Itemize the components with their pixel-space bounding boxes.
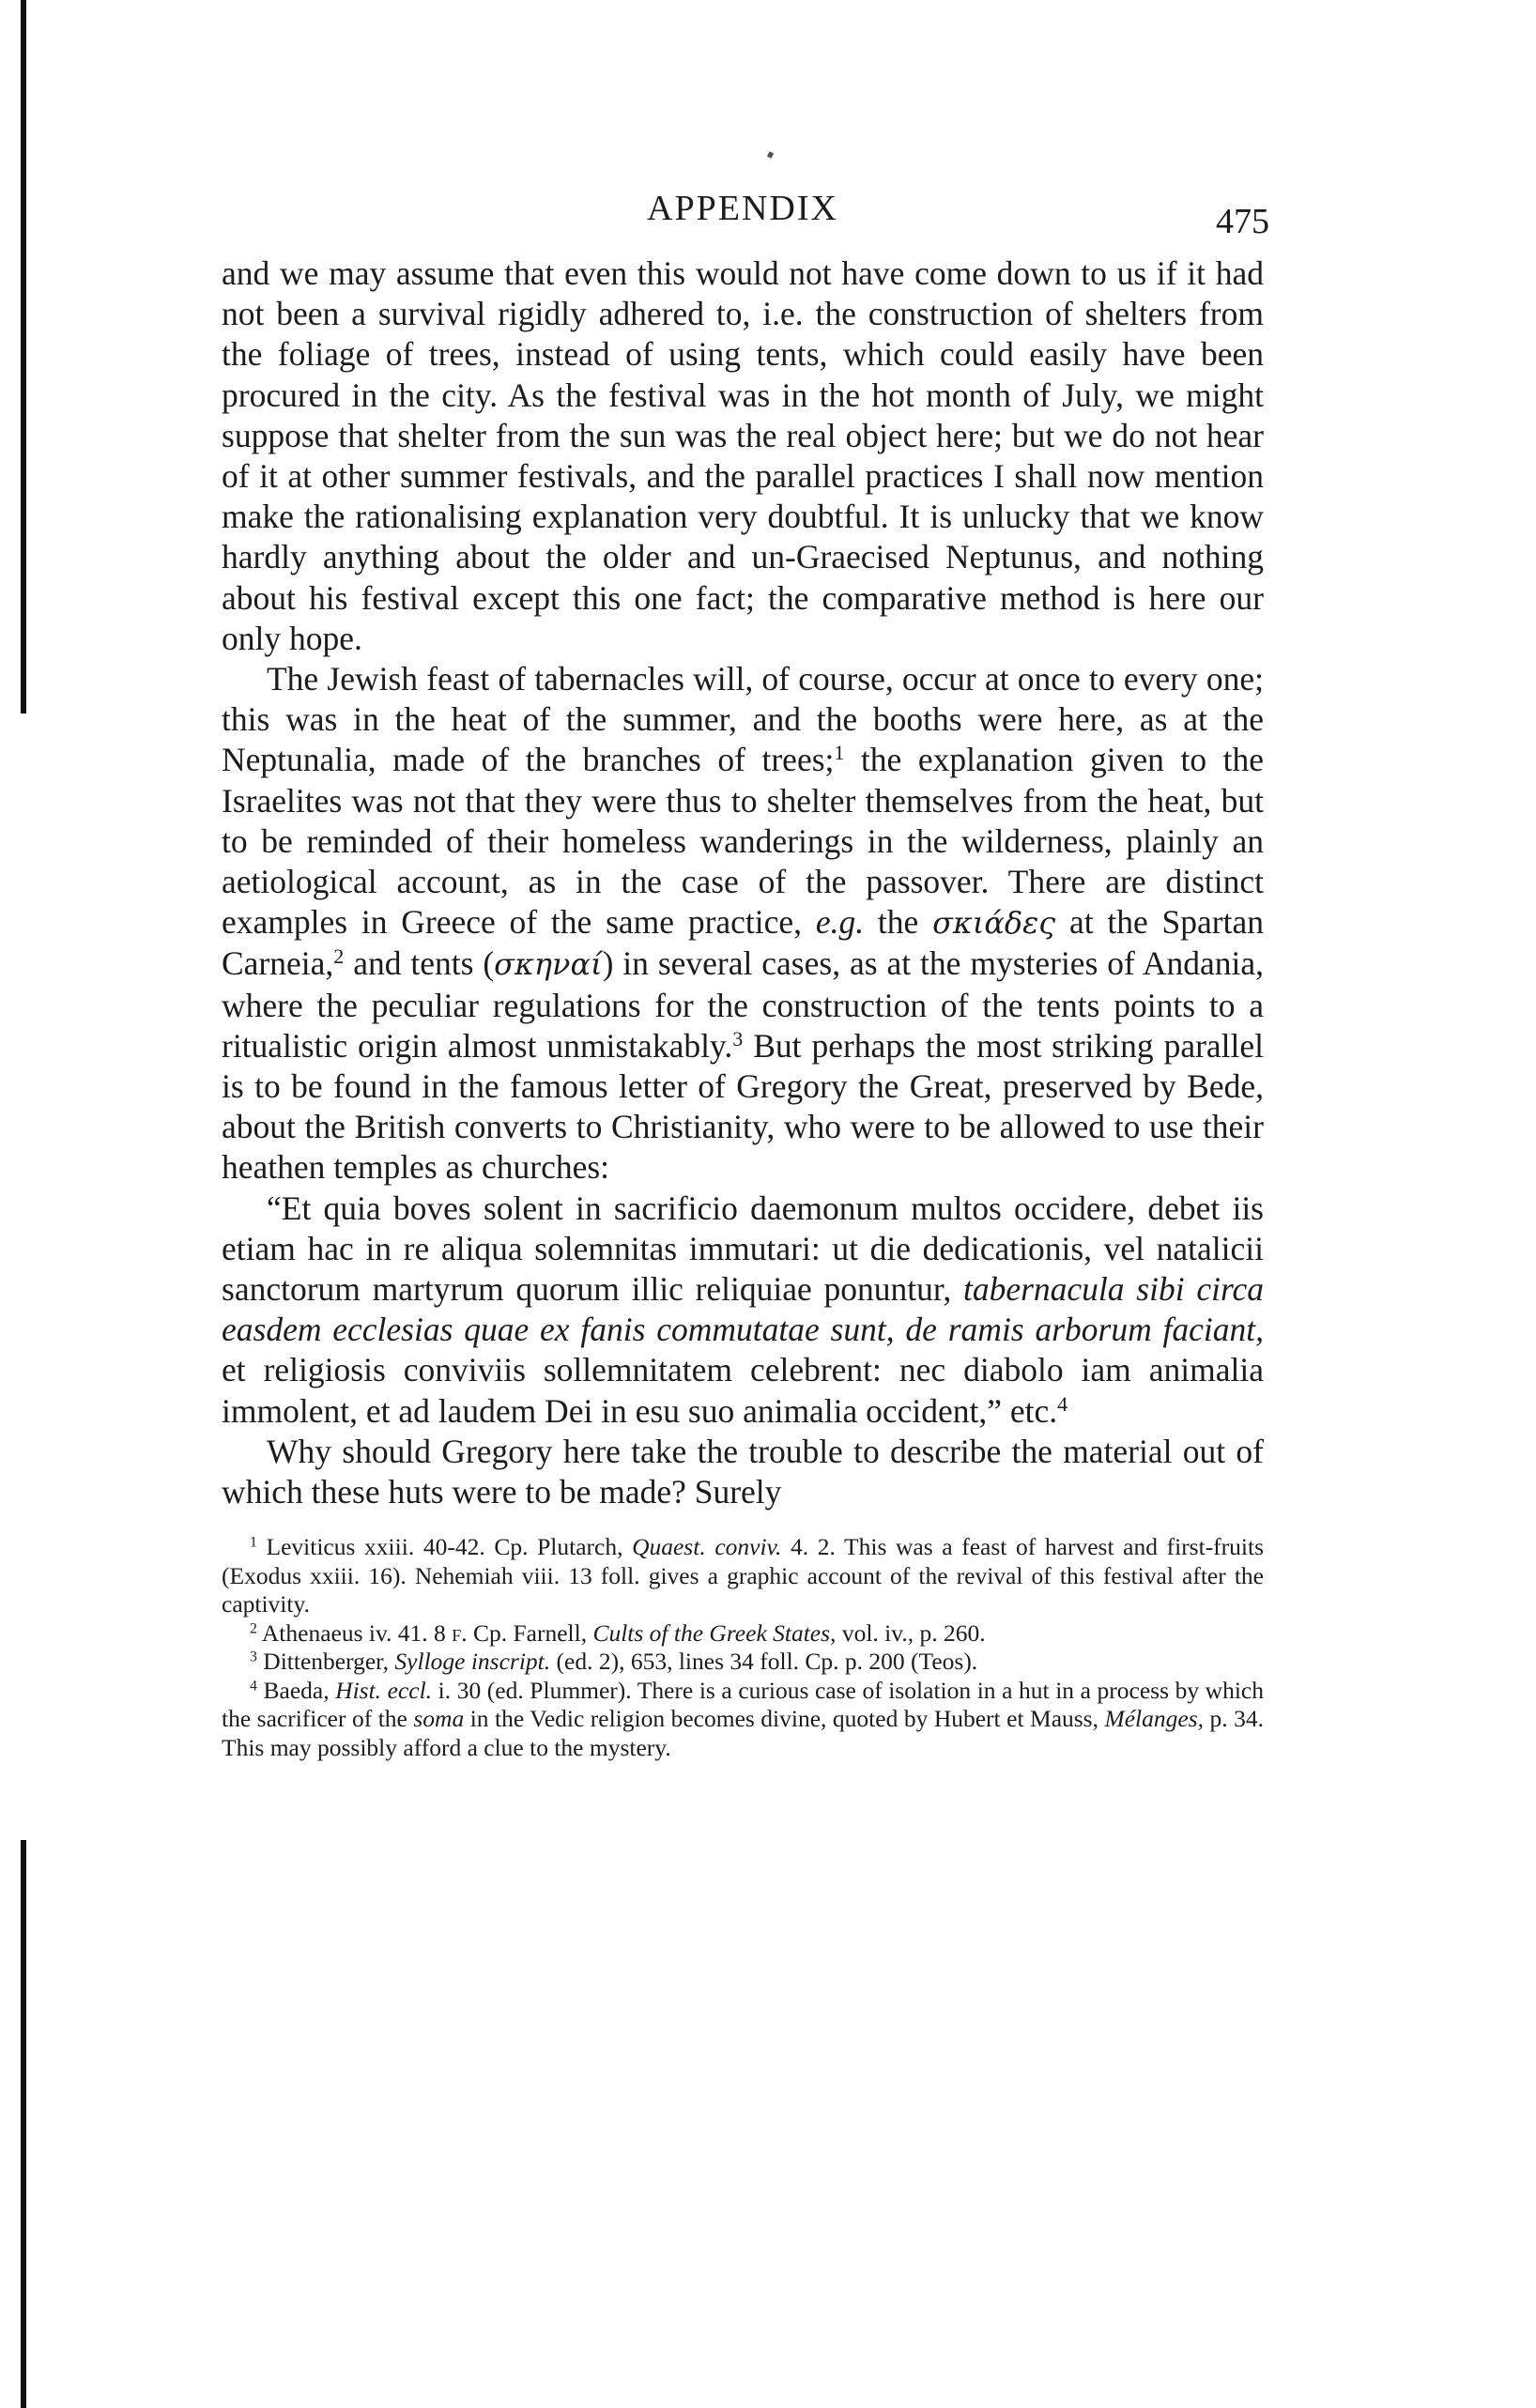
footnote-3 <box>222 1648 1264 1677</box>
italic-run: soma <box>413 1705 465 1733</box>
footnote-ref-4: 4 <box>1057 1391 1068 1416</box>
main-text <box>222 253 1264 1512</box>
text-run: et religiosis conviviis sollemnitatem celebrent: nec diabolo iam animalia immolent, et ad laudem Dei in esu suo animalia occident,” etc. <box>222 1351 1264 1430</box>
footnote-4 <box>222 1677 1264 1763</box>
text-run: in the Vedic religion becomes divine, quoted by Hubert et Mauss, <box>464 1705 1105 1733</box>
paragraph-2 <box>222 659 1264 1189</box>
text-run: Baeda, <box>256 1676 336 1704</box>
text-run: Athenaeus iv. 41. 8 <box>256 1618 453 1647</box>
text-run: “Et quia boves solent in sacrificio daemonum multos occidere, debet iis etiam hac in re aliqua solemnitas immutari: ut die dedicationis, vel natalicii sanctorum martyrum quorum illic reliquiae ponuntur, <box>222 1189 1264 1309</box>
footnote-1 <box>222 1533 1264 1619</box>
footnote-number: 3 <box>250 1649 257 1665</box>
paragraph-3-quote <box>222 1189 1264 1432</box>
text-run: vol. iv., p. 260. <box>836 1618 986 1647</box>
text-run: Leviticus xxiii. 40-42. Cp. Plutarch, <box>256 1533 633 1561</box>
text-run: i. 30 (ed. Plummer). There is a curious case of isolation in a hut in a process by which the sacrificer of the <box>222 1676 1264 1733</box>
running-head <box>222 188 1269 253</box>
text-run: ) in several cases, as at the mysteries of Andania, where the peculiar regulations for the construction of the tents points to a ritualistic origin almost unmistakably. <box>222 944 1264 1065</box>
text-run: the explanation given to the Israelites was not that they were thus to shelter themselves from the heat, but to be reminded of their homeless wanderings in the wilderness, plainly an aetiological account, as in the case of the passover. There are distinct examples in Greece of the same practice, <box>222 741 1264 942</box>
footnote-number: 2 <box>250 1620 257 1637</box>
page-number: 475 <box>1216 202 1269 241</box>
text-run: But perhaps the most striking parallel is to be found in the famous letter of Gregory the Great, preserved by Bede, about the British converts to Christianity, who were to be allowed to use their heathen temples as churches: <box>222 1026 1265 1187</box>
italic-run: Hist. eccl. <box>335 1676 433 1704</box>
footnote-number: 4 <box>250 1678 257 1695</box>
footnotes <box>222 1533 1264 1762</box>
scan-edge-line-bottom <box>21 1840 26 2408</box>
footnote-ref-2: 2 <box>333 944 345 969</box>
paragraph-1: and we may assume that even this would not have come down to us if it had not been a survival rigidly adhered to, i.e. the construction of shelters from the foliage of trees, instead of using tents, which could easily have been procured in the city. As the festival was in the hot month of July, we might suppose that shelter from the sun was the real object here; but we do not hear of it at other summer festivals, and the parallel practices I shall now mention make the rationalising explanation very doubtful. It is unlucky that we know hardly anything about the older and un-Graecised Neptunus, and nothing about his festival except this one fact; the comparative method is here our only hope. <box>222 254 1264 657</box>
greek-word: σκηναί <box>494 946 603 983</box>
small-caps-run: f. <box>452 1618 468 1647</box>
footnote-2 <box>222 1619 1264 1649</box>
text-run: Dittenberger, <box>256 1648 395 1676</box>
scan-edge-line-top <box>21 0 26 713</box>
text-run: Cp. Farnell, <box>467 1618 593 1647</box>
text-run: The Jewish feast of tabernacles will, of course, occur at once to every one; this was in the heat of the summer, and the booths were here, as at the Neptunalia, made of the branches of trees; <box>222 660 1264 779</box>
text-run: the <box>864 903 933 942</box>
footnote-ref-3: 3 <box>732 1026 744 1051</box>
page-title: APPENDIX <box>647 189 838 228</box>
italic-run: tabernacula sibi circa easdem ecclesias quae ex fanis commutatae sunt, de ramis arborum faciant, <box>222 1270 1264 1349</box>
italic-run: Quaest. conviv. <box>632 1533 782 1561</box>
text-run: (ed. 2), 653, lines 34 foll. Cp. p. 200 (Teos). <box>550 1648 978 1676</box>
text-run: at the Spartan Carneia, <box>222 903 1264 983</box>
paragraph-4: Why should Gregory here take the trouble to describe the material out of which these huts were to be made? Surely <box>222 1432 1264 1511</box>
footnote-number: 1 <box>250 1534 257 1551</box>
greek-word: σκιάδες <box>932 905 1056 942</box>
italic-run: e.g. <box>815 903 865 942</box>
italic-run: Sylloge inscript. <box>394 1648 551 1676</box>
book-page <box>222 188 1269 1762</box>
text-run: 4. 2. This was a feast of harvest and first-fruits (Exodus xxiii. 16). Nehemiah viii. 13 foll. gives a graphic account of the revival of this festival after the captivity. <box>222 1533 1265 1618</box>
text-run: and tents ( <box>344 944 495 983</box>
footnote-ref-1: 1 <box>834 741 845 765</box>
text-run: p. 34. This may possibly afford a clue to the mystery. <box>222 1705 1264 1761</box>
print-speck <box>767 151 774 159</box>
italic-run: Mélanges, <box>1104 1705 1204 1733</box>
italic-run: Cults of the Greek States, <box>592 1618 837 1647</box>
